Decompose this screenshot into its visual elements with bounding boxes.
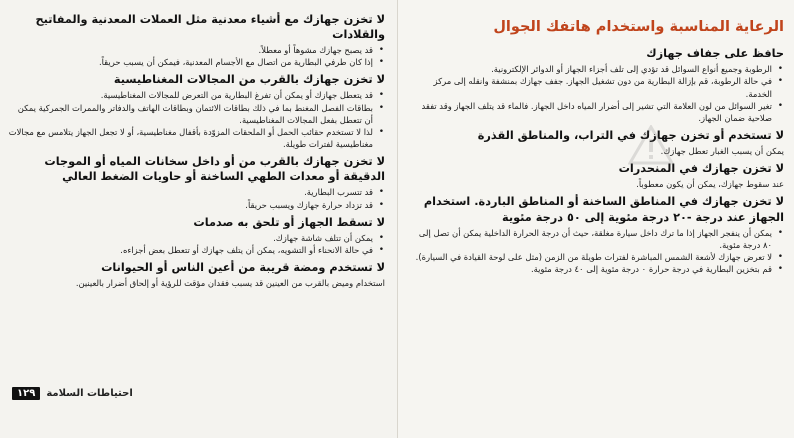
section-heading: حافظ على جفاف جهازك	[646, 47, 784, 61]
list-item: • إذا كان طرفي البطارية من اتصال مع الأجسام المعدنية، فيمكن أن يسبب حريقاً.	[8, 56, 375, 68]
section-paragraph: يمكن أن يسبب الغبار تعطل جهازك.	[660, 146, 784, 157]
bullet-list	[8, 89, 385, 150]
list-item: • قد تتسرب البطارية.	[8, 186, 375, 198]
page-footer	[12, 387, 133, 400]
list-item: • تغير السوائل من لون العلامة التي تشير إلى أضرار المياه داخل الجهاز. فالماء قد يتلف الجهاز وقد تفقد صلاحية ضمان الجهاز.	[410, 100, 774, 124]
section-paragraph: عند سقوط جهازك، يمكن أن يكون معطوباً.	[636, 179, 784, 190]
list-item: • الرطوبة وجميع أنواع السوائل قد تؤدي إلى تلف أجزاء الجهاز أو الدوائر الإلكترونية.	[410, 63, 774, 75]
bullet-list	[8, 186, 385, 210]
bullet-list	[410, 227, 784, 276]
section-heading: لا تخزن جهازك بالقرب من أو داخل سخانات المياه أو الموجات الدقيقة أو معدات الطهي الساخنة أو حاويات الضغط العالي	[44, 155, 385, 184]
footer-label: احتياطات السلامة	[46, 388, 133, 399]
section-heading: لا تسقط الجهاز أو تلحق به صدمات	[193, 215, 385, 229]
section-heading: لا تخزن جهازك في المنحدرات	[618, 162, 784, 176]
right-page	[397, 0, 794, 438]
list-item: • قم بتخزين البطارية في درجة حرارة ٠ درجة مئوية إلى ٤٠ درجة مئوية.	[410, 263, 774, 275]
bullet-list	[8, 232, 385, 256]
section-heading: لا تخزن جهازك في المناطق الساخنة أو المناطق الباردة. استخدام الجهاز عند درجة -٢٠ درجة مئوية إلى ٥٠ درجة مئوية	[423, 195, 784, 224]
list-item: • قد يصبح جهازك مشوهاً أو معطلاً.	[8, 44, 375, 56]
list-item: • يمكن أن تتلف شاشة جهازك.	[8, 232, 375, 244]
warning-triangle-icon	[628, 125, 674, 165]
bullet-list	[410, 63, 784, 124]
section-heading: لا تستخدم ومضة قريبة من أعين الناس أو الحيوانات	[101, 261, 385, 275]
list-item: • بطاقات الفصل المغنط بما في ذلك بطاقات الائتمان وبطاقات الهاتف والدفاتر والممرات الجمركية يمكن أن تتعطل بفعل المجالات المغناطيسية.	[8, 102, 375, 126]
section-heading: لا تستخدم أو تخزن جهازك في التراب، والمناطق القذرة	[477, 129, 784, 143]
list-item: • لذا لا تستخدم حقائب الحمل أو الملحقات المزوّدة بأقفال مغناطيسية، أو لا تجعل الجهاز يتلامس مع مجالات مغناطيسية لفترات طويلة.	[8, 126, 375, 150]
section-paragraph: استخدام وميض بالقرب من العينين قد يسبب فقدان مؤقت للرؤية أو إلحاق أضرار بالعينين.	[75, 278, 385, 289]
list-item: • في حالة الانحناء أو التشويه، يمكن أن يتلف جهازك أو تتعطل بعض أجزاءه.	[8, 244, 375, 256]
page-number: ١٢٩	[12, 387, 40, 400]
section-heading: لا تخزن جهازك مع أشياء معدنية مثل العملات المعدنية والمفاتيح والقلادات	[35, 13, 385, 42]
bullet-list	[8, 44, 385, 68]
list-item: • في حالة الرطوبة، قم بإزالة البطارية من دون تشغيل الجهاز. جفف جهازك بمنشفة وانقله إلى مركز الخدمة.	[410, 75, 774, 99]
page-title: الرعاية المناسبة واستخدام هاتفك الجوال	[493, 19, 784, 35]
list-item: • قد يتعطل جهازك أو يمكن أن تفرغ البطارية من التعرض للمجالات المغناطيسية.	[8, 89, 375, 101]
list-item: • لا تعرض جهازك لأشعة الشمس المباشرة لفترات طويلة من الزمن (مثل على لوحة القيادة في السيارة).	[410, 251, 774, 263]
list-item: • يمكن أن ينفجر الجهاز إذا ما ترك داخل سيارة مغلقة، حيث أن درجة الحرارة الداخلية يمكن أن تصل إلى ٨٠ درجة مئوية.	[410, 227, 774, 251]
list-item: • قد تزداد حرارة جهازك ويسبب حريقاً.	[8, 199, 375, 211]
section-heading: لا تخزن جهازك بالقرب من المجالات المغناطيسية	[113, 73, 385, 87]
